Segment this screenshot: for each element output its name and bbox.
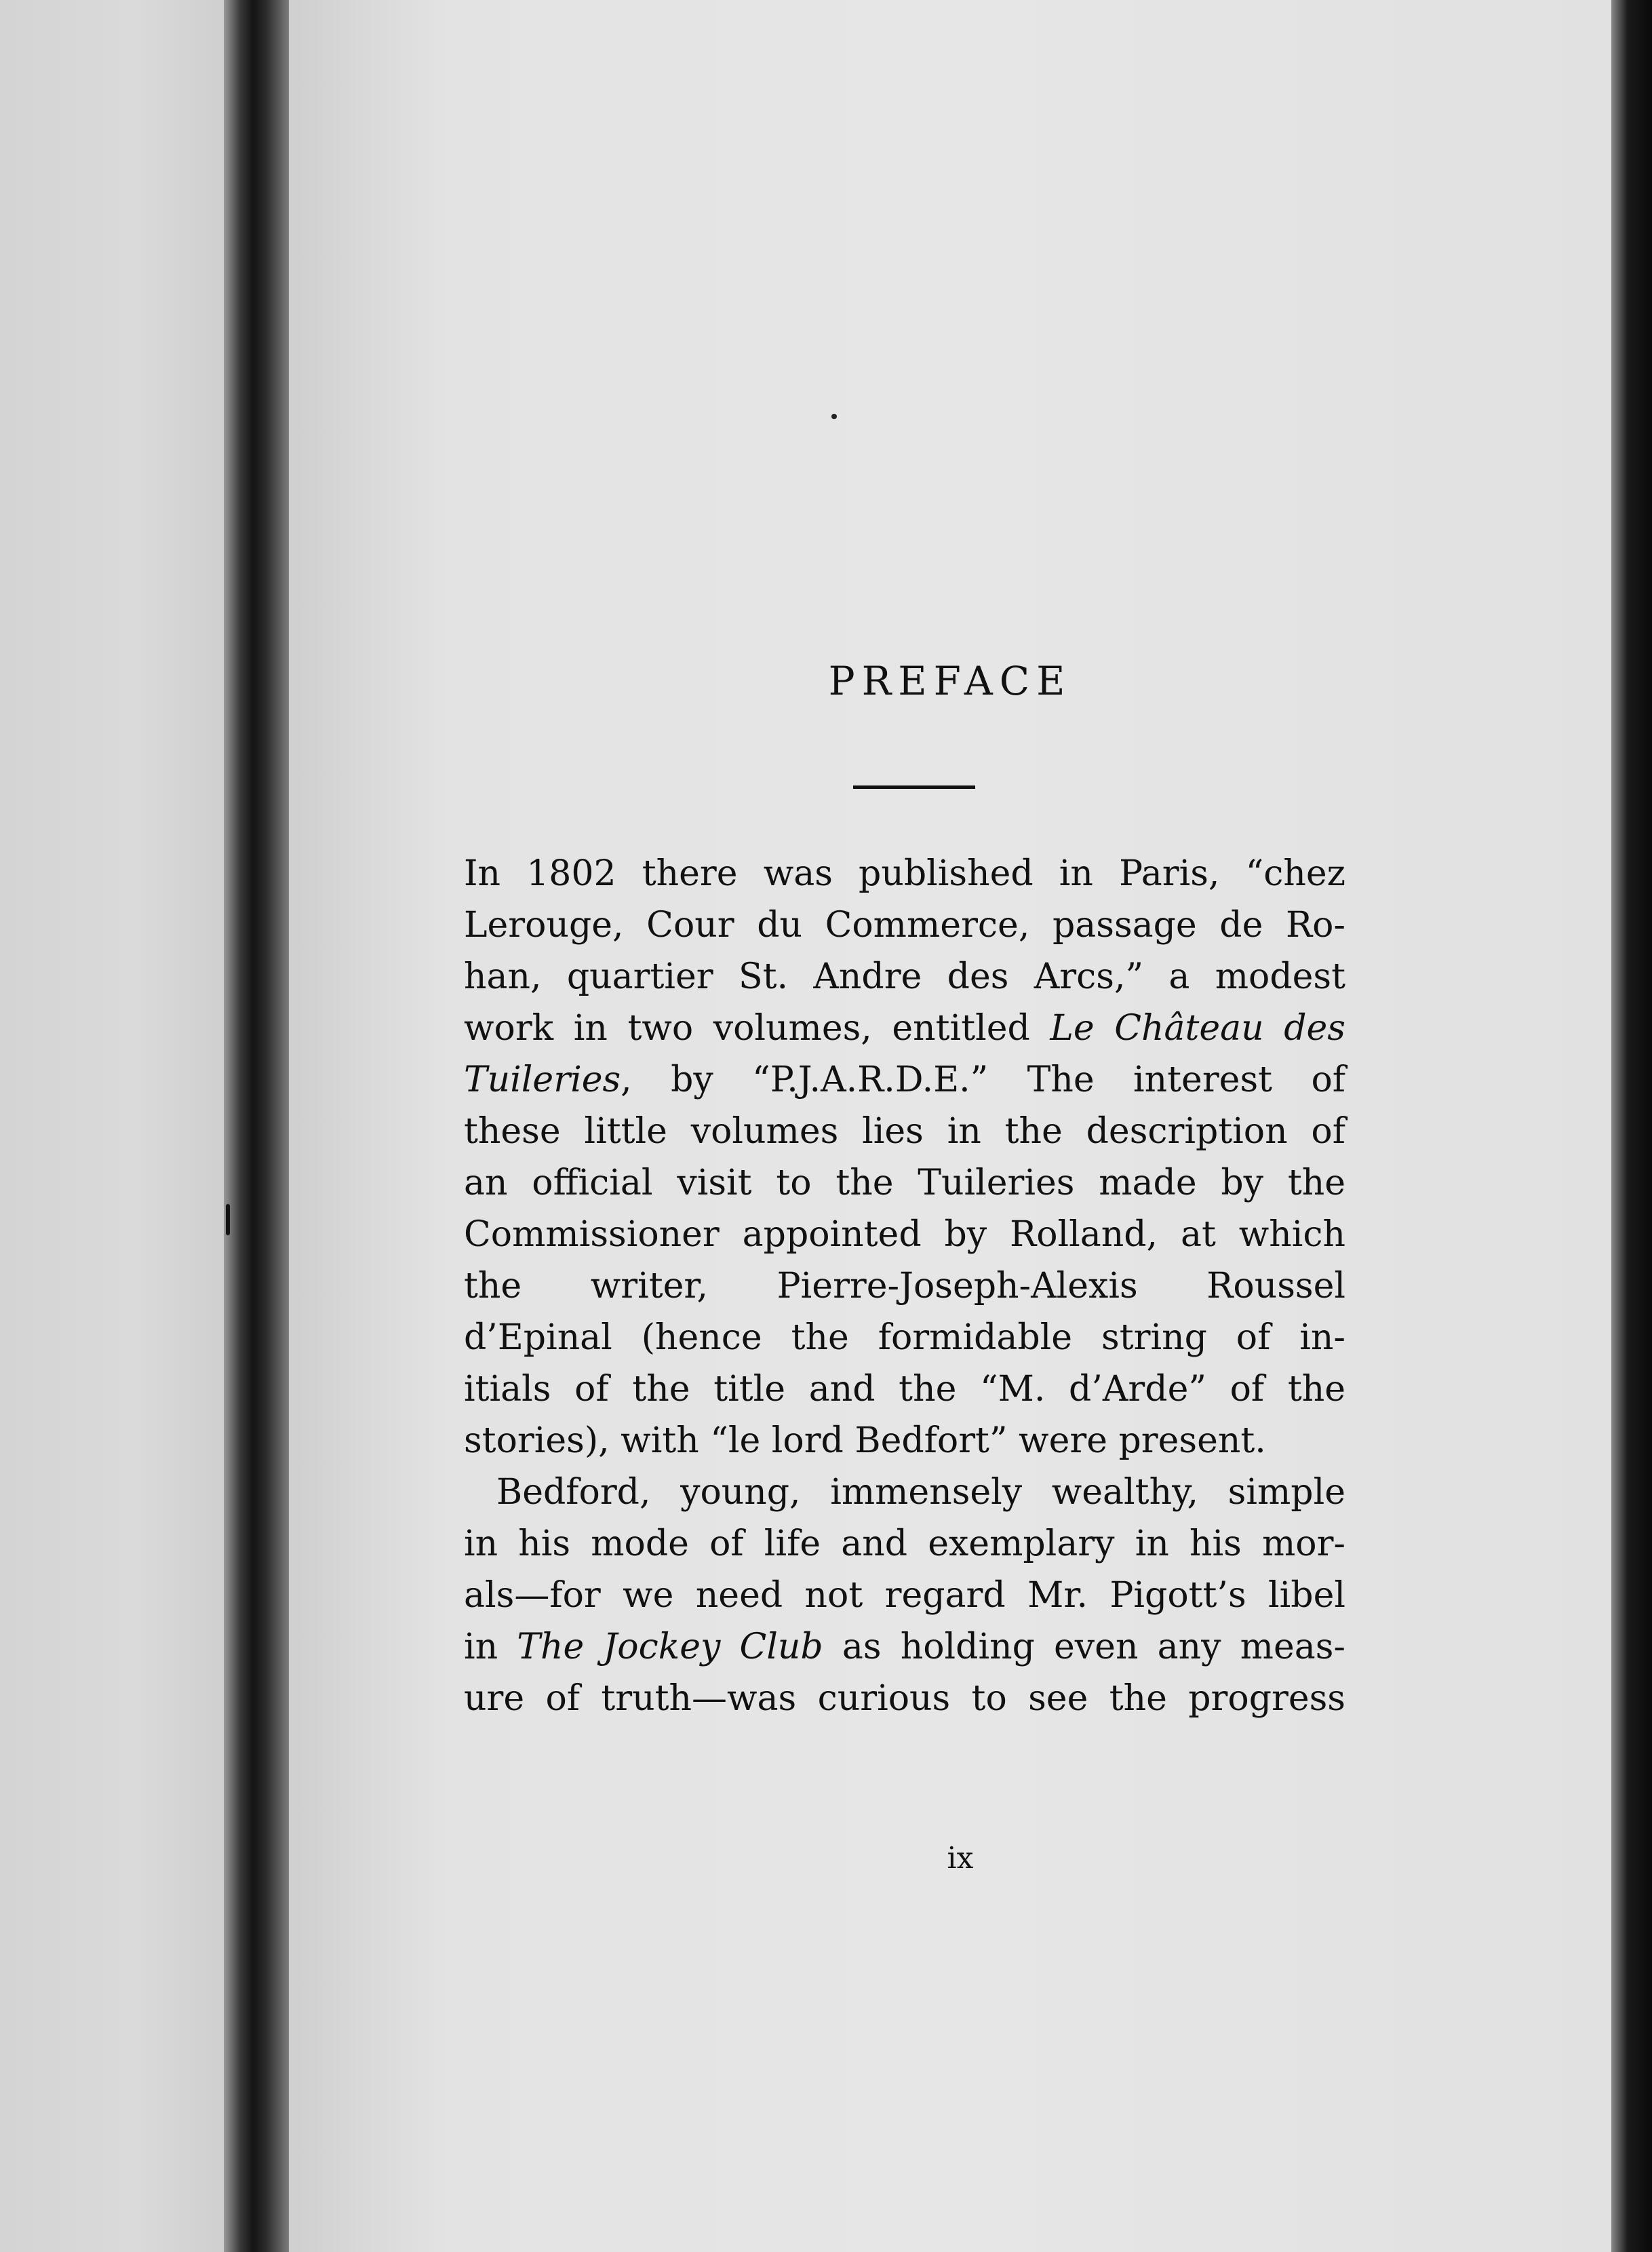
italic-title: Le Château des	[1050, 1008, 1345, 1049]
left-page	[0, 0, 224, 2252]
page-title: PREFACE	[828, 658, 1072, 704]
text-fragment: work in two volumes, entitled	[464, 1008, 1050, 1049]
text-fragment: as holding even any meas-	[823, 1627, 1345, 1667]
text-fragment: in	[464, 1627, 517, 1667]
text-line: han, quartier St. Andre des Arcs,” a modest	[464, 956, 1345, 997]
print-speck	[226, 1204, 230, 1235]
text-line: ure of truth—was curious to see the progress	[464, 1678, 1345, 1719]
text-line: als—for we need not regard Mr. Pigott’s libel	[464, 1575, 1345, 1616]
print-speck	[831, 414, 837, 419]
text-line	[464, 1621, 1345, 1673]
text-fragment: , by “P.J.A.R.D.E.” The interest of	[621, 1060, 1345, 1100]
book-gutter	[224, 0, 289, 2252]
text-line	[464, 1054, 1345, 1106]
italic-title: Tuileries	[464, 1060, 621, 1100]
preface-text	[464, 848, 1345, 1724]
text-line: stories), with “le lord Bedfort” were present.	[464, 1420, 1266, 1461]
text-line: itials of the title and the “M. d’Arde” of the	[464, 1369, 1345, 1410]
text-line: Lerouge, Cour du Commerce, passage de Ro-	[464, 905, 1345, 946]
title-rule	[853, 785, 975, 789]
text-line: Bedford, young, immensely wealthy, simple	[496, 1472, 1345, 1513]
right-page-edge	[1611, 0, 1652, 2252]
text-line: the writer, Pierre-Joseph-Alexis Roussel	[464, 1266, 1345, 1306]
text-line	[464, 1003, 1345, 1054]
italic-title: The Jockey Club	[517, 1627, 823, 1667]
text-line: an official visit to the Tuileries made by the	[464, 1163, 1345, 1203]
text-line: in his mode of life and exemplary in his mor-	[464, 1523, 1345, 1564]
page-number: ix	[947, 1841, 974, 1876]
text-line: Commissioner appointed by Rolland, at which	[464, 1214, 1345, 1255]
text-line: d’Epinal (hence the formidable string of in-	[464, 1317, 1345, 1358]
text-line: these little volumes lies in the description of	[464, 1111, 1345, 1152]
text-line: In 1802 there was published in Paris, “chez	[464, 853, 1345, 894]
